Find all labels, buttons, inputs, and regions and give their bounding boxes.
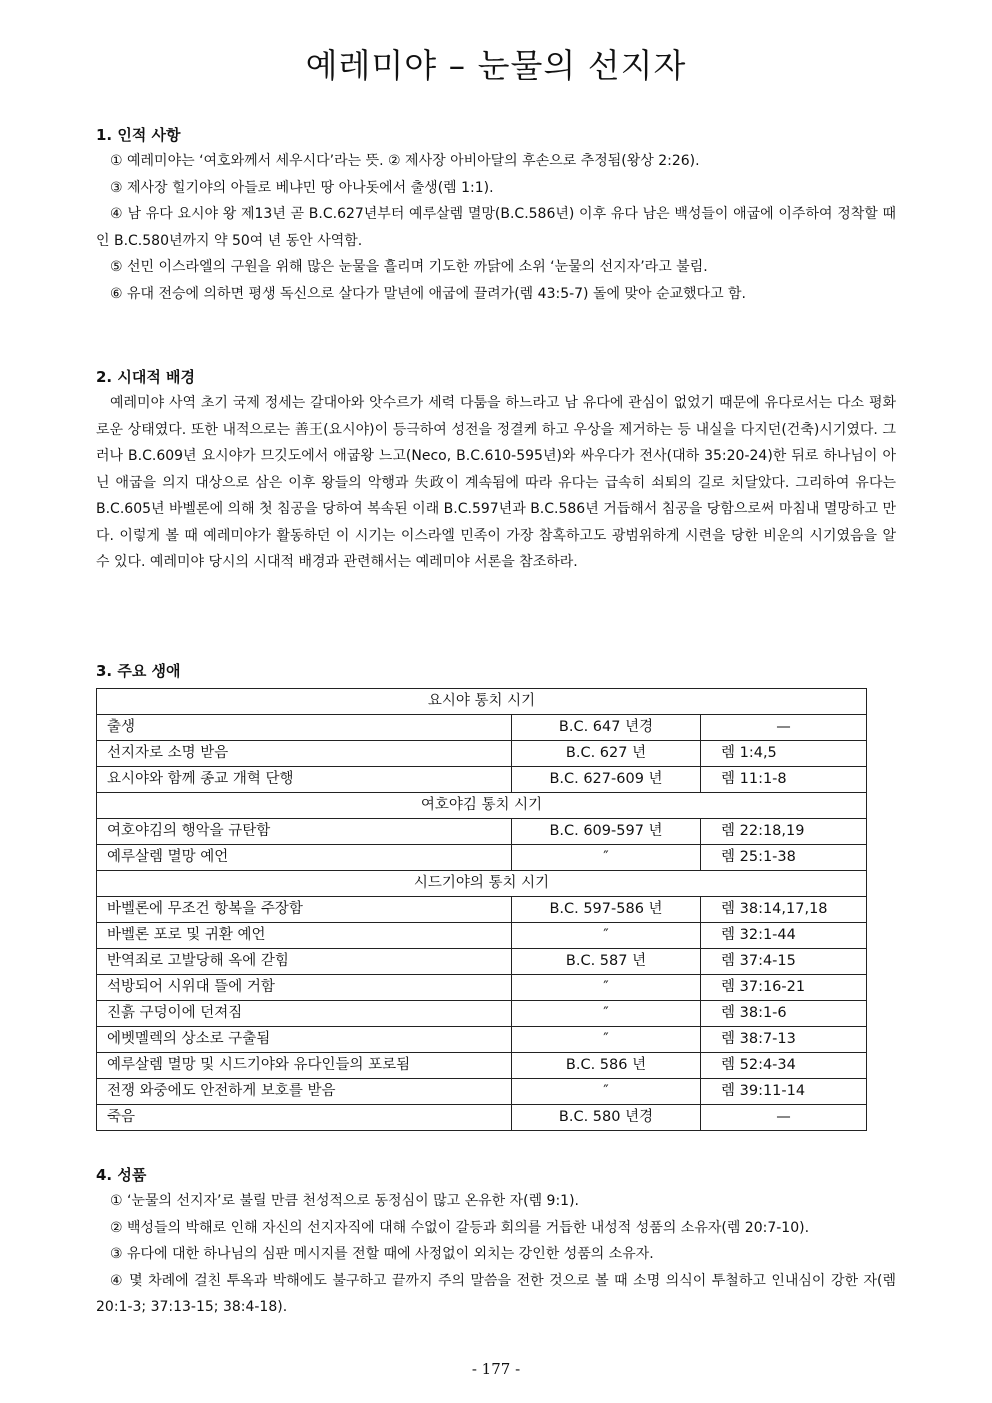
event-cell: 여호야김의 행악을 규탄함 (97, 819, 512, 845)
page-title: 예레미야 – 눈물의 선지자 (305, 46, 687, 85)
table-row (97, 741, 867, 767)
date-cell: B.C. 587 년 (512, 949, 701, 975)
table-row (97, 1053, 867, 1079)
event-cell: 반역죄로 고발당해 옥에 갇힘 (97, 949, 512, 975)
date-cell: ″ (512, 975, 701, 1001)
table-row (97, 1027, 867, 1053)
event-cell: 바벨론에 무조건 항복을 주장함 (97, 897, 512, 923)
page-number: - 177 - (471, 1360, 521, 1378)
section-1-item: ④ 남 유다 요시야 왕 제13년 곧 B.C.627년부터 예루살렘 멸망(B.C.586년) 이후 유다 남은 백성들이 애굽에 이주하여 정착할 때인 B.C.580년까지 약 50여 년 동안 사역함. (96, 206, 896, 249)
reference-cell: 렘 37:16-21 (701, 975, 867, 1001)
section-1-item: ⑥ 유대 전승에 의하면 평생 독신으로 살다가 말년에 애굽에 끌려가(렘 43:5-7) 돌에 맞아 순교했다고 함. (110, 285, 747, 302)
table-row (97, 819, 867, 845)
section-4-item: ③ 유다에 대한 하나님의 심판 메시지를 전할 때에 사정없이 외치는 강인한 성품의 소유자. (110, 1246, 654, 1262)
reference-cell: — (701, 715, 867, 741)
era-header: 요시야 통치 시기 (97, 689, 867, 715)
section-1-body (96, 148, 896, 307)
section-4-item: ① ‘눈물의 선지자’로 불릴 만큼 천성적으로 동정심이 많고 온유한 자(렘 9:1). (110, 1193, 580, 1209)
table-row (97, 1001, 867, 1027)
reference-cell: 렘 32:1-44 (701, 923, 867, 949)
date-cell: B.C. 627 년 (512, 741, 701, 767)
reference-cell: 렘 38:1-6 (701, 1001, 867, 1027)
reference-cell: 렘 1:4,5 (701, 741, 867, 767)
date-cell: B.C. 597-586 년 (512, 897, 701, 923)
table-row (97, 845, 867, 871)
section-1-item: ⑤ 선민 이스라엘의 구원을 위해 많은 눈물을 흘리며 기도한 까닭에 소위 ‘눈물의 선지자’라고 불림. (110, 259, 708, 275)
section-2-body (96, 390, 896, 576)
table-row (97, 923, 867, 949)
event-cell: 전쟁 와중에도 안전하게 보호를 받음 (97, 1079, 512, 1105)
section-4-item: ② 백성들의 박해로 인해 자신의 선지자직에 대해 수없이 갈등과 회의를 거듭한 내성적 성품의 소유자(렘 20:7-10). (110, 1219, 810, 1236)
date-cell: B.C. 627-609 년 (512, 767, 701, 793)
event-cell: 요시야와 함께 종교 개혁 단행 (97, 767, 512, 793)
era-header: 시드기야의 통치 시기 (97, 871, 867, 897)
date-cell: B.C. 580 년경 (512, 1105, 701, 1131)
section-4-body (96, 1188, 896, 1321)
event-cell: 바벨론 포로 및 귀환 예언 (97, 923, 512, 949)
date-cell: ″ (512, 923, 701, 949)
era-row (97, 871, 867, 897)
event-cell: 진흙 구덩이에 던져짐 (97, 1001, 512, 1027)
date-cell: B.C. 609-597 년 (512, 819, 701, 845)
date-cell: ″ (512, 1001, 701, 1027)
section-4-heading: 4. 성품 (96, 1166, 147, 1184)
date-cell: B.C. 647 년경 (512, 715, 701, 741)
date-cell: ″ (512, 1079, 701, 1105)
section-2-paragraph: 예레미야 사역 초기 국제 정세는 갈대아와 앗수르가 세력 다툼을 하느라고 남 유다에 관심이 없었기 때문에 유다로서는 다소 평화로운 상태였다. 또한 내적으로는 善王(요시야)이 등극하여 성전을 정결케 하고 우상을 제거하는 등 내실을 다지던(건축)시기였다. 그러나 B.C.609년 요시야가 므깃도에서 애굽왕 느고(Neco, B.C.610-595년)와 싸우다가 전사(대하 35:20-24)한 뒤로 하나님이 아닌 애굽을 의지 대상으로 삼은 이후 왕들의 악행과 失政이 계속됨에 따라 유다는 급속히 쇠퇴의 길로 치달았다. 그리하여 유다는 B.C.605년 바벨론에 의해 첫 침공을 당하여 복속된 이래 B.C.597년과 B.C.586년 거듭해서 침공을 당함으로써 마침내 멸망하고 만다. 이렇게 볼 때 예레미야가 활동하던 이 시기는 이스라엘 민족이 가장 참혹하고도 광범위하게 시련을 당한 비운의 시기였음을 알 수 있다. 예레미야 당시의 시대적 배경과 관련해서는 예레미야 서론을 참조하라. (96, 395, 896, 570)
event-cell: 석방되어 시위대 뜰에 거함 (97, 975, 512, 1001)
table-row (97, 975, 867, 1001)
reference-cell: — (701, 1105, 867, 1131)
date-cell: ″ (512, 845, 701, 871)
life-events-table (96, 688, 867, 1131)
table-row (97, 949, 867, 975)
reference-cell: 렘 11:1-8 (701, 767, 867, 793)
era-header: 여호야김 통치 시기 (97, 793, 867, 819)
section-2-heading: 2. 시대적 배경 (96, 368, 196, 386)
reference-cell: 렘 25:1-38 (701, 845, 867, 871)
table-row (97, 1079, 867, 1105)
reference-cell: 렘 39:11-14 (701, 1079, 867, 1105)
reference-cell: 렘 38:7-13 (701, 1027, 867, 1053)
section-1-item: ③ 제사장 힐기야의 아들로 베냐민 땅 아나돗에서 출생(렘 1:1). (110, 179, 494, 196)
event-cell: 출생 (97, 715, 512, 741)
date-cell: ″ (512, 1027, 701, 1053)
section-3-heading: 3. 주요 생애 (96, 662, 181, 680)
section-4-item: ④ 몇 차례에 걸친 투옥과 박해에도 불구하고 끝까지 주의 말씀을 전한 것으로 볼 때 소명 의식이 투철하고 인내심이 강한 자(렘 20:1-3; 37:13-15; 38:4-18). (96, 1272, 896, 1315)
event-cell: 선지자로 소명 받음 (97, 741, 512, 767)
table-row (97, 1105, 867, 1131)
era-row (97, 793, 867, 819)
event-cell: 죽음 (97, 1105, 512, 1131)
section-1-heading: 1. 인적 사항 (96, 126, 181, 144)
reference-cell: 렘 22:18,19 (701, 819, 867, 845)
event-cell: 예루살렘 멸망 예언 (97, 845, 512, 871)
date-cell: B.C. 586 년 (512, 1053, 701, 1079)
event-cell: 에벳멜렉의 상소로 구출됨 (97, 1027, 512, 1053)
table-row (97, 715, 867, 741)
reference-cell: 렘 52:4-34 (701, 1053, 867, 1079)
reference-cell: 렘 37:4-15 (701, 949, 867, 975)
table-row (97, 897, 867, 923)
section-1-item: ① 예레미야는 ‘여호와께서 세우시다’라는 뜻. ② 제사장 아비아달의 후손으로 추정됨(왕상 2:26). (110, 153, 700, 169)
table-row (97, 767, 867, 793)
event-cell: 예루살렘 멸망 및 시드기야와 유다인들의 포로됨 (97, 1053, 512, 1079)
reference-cell: 렘 38:14,17,18 (701, 897, 867, 923)
era-row (97, 689, 867, 715)
